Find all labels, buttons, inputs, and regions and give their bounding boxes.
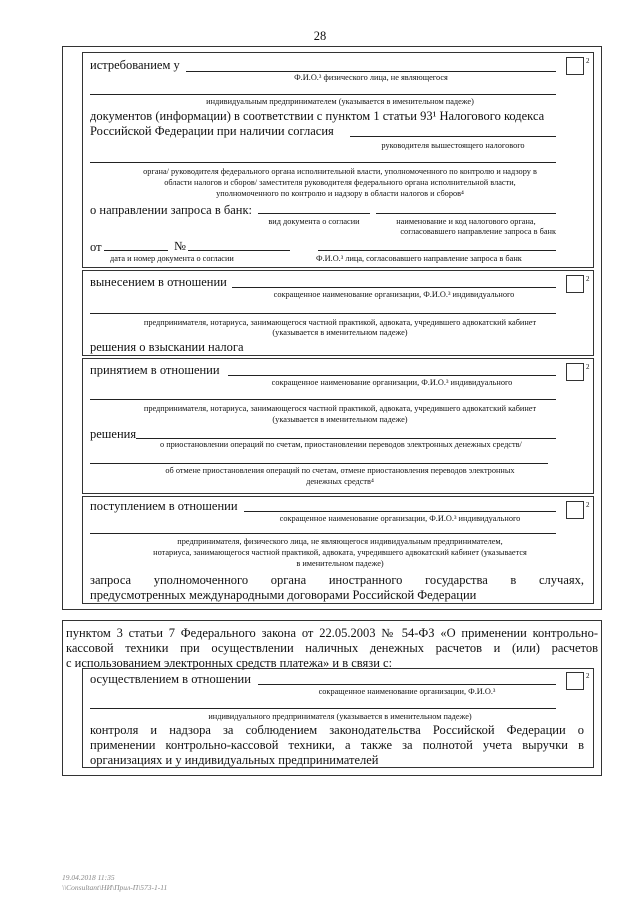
head-line	[350, 136, 556, 137]
bank-request-lead: о направлении запроса в банк:	[90, 203, 253, 217]
org-line	[244, 511, 556, 512]
hint-org-name2: согласовавшего направление запроса в банк	[400, 227, 556, 236]
text-foreign-request-1: запроса уполномоченного органа иностранного государства в случаях,	[90, 573, 584, 587]
checkbox-footnote: 2	[586, 57, 590, 65]
footer-path: \\Consultant\НИ\Прил-П\573-1-11	[62, 883, 168, 892]
from-label: от	[90, 240, 102, 254]
number-line	[188, 250, 290, 251]
checkbox-istrebovaniem[interactable]	[566, 57, 584, 75]
hint-org1: органа/ руководителя федерального органа исполнительной власти, уполномоченного по контролю и надзору в	[143, 167, 537, 176]
text-control-2: применении контрольно-кассовой техники, а также за полнотой учета выручки в	[90, 738, 584, 752]
page-number: 28	[313, 29, 327, 43]
hint-ip: индивидуальным предпринимателем (указывается в именительном падеже)	[206, 97, 474, 106]
hint-notary: нотариуса, занимающегося частной практикой, адвоката, учредившего адвокатский кабинет (указывается	[153, 548, 527, 557]
org-line-2	[90, 708, 556, 709]
org-name-line	[376, 213, 556, 214]
hint-fio-agreed: Ф.И.О.³ лица, согласовавшего направление запроса в банк	[316, 254, 522, 263]
text-control-3: организациях и у индивидуальных предпринимателей	[90, 753, 379, 767]
lead-postupleniem: поступлением в отношении	[90, 499, 238, 513]
decision-line-2	[90, 463, 548, 464]
checkbox-postupleniem[interactable]	[566, 501, 584, 519]
hint-cancel-suspension: об отмене приостановления операций по счетам, отмене приостановления переводов электронных	[165, 466, 515, 475]
hint-money: денежных средств⁴	[306, 477, 374, 486]
hint-case: в именительном падеже)	[296, 559, 384, 568]
checkbox-vyneseniem[interactable]	[566, 275, 584, 293]
hint-case: (указывается в именительном падеже)	[272, 415, 408, 424]
text-control-1: контроля и надзора за соблюдением законодательства Российской Федерации о	[90, 723, 584, 737]
hint-org3: уполномоченного по контролю и надзору в области налогов и сборов⁴	[216, 189, 464, 198]
text-documents-line1: документов (информации) в соответствии с пунктом 1 статьи 93¹ Налогового кодекса	[90, 109, 545, 123]
text-documents-line2: Российской Федерации при наличии согласия	[90, 124, 334, 138]
fio-agreed-line	[318, 250, 556, 251]
number-label: №	[174, 239, 186, 253]
hint-doc-type: вид документа о согласии	[268, 217, 360, 226]
checkbox-footnote: 2	[586, 275, 590, 283]
decision-line	[136, 438, 556, 439]
fio-line	[186, 71, 556, 72]
hint-case: (указывается в именительном падеже)	[272, 328, 408, 337]
hint-date-num: дата и номер документа о согласии	[110, 254, 234, 263]
hint-org-short: сокращенное наименование организации, Ф.И.О.³ индивидуального	[273, 290, 515, 299]
text-law-line3: с использованием электронных средств платежа» и в связи с:	[66, 656, 393, 670]
checkbox-osushchestvleniem[interactable]	[566, 672, 584, 690]
lead-prinyatiem: принятием в отношении	[90, 363, 220, 377]
hint-suspension: о приостановлении операций по счетам, приостановлении переводов электронных денежных средств/	[160, 440, 522, 449]
text-foreign-request-2: предусмотренных международными договорами Российской Федерации	[90, 588, 477, 602]
hint-entrepreneur: предпринимателя, физического лица, не являющегося индивидуальным предпринимателем,	[177, 537, 503, 546]
hint-entrepreneur: предпринимателя, нотариуса, занимающегося частной практикой, адвоката, учредившего адвокатский кабинет	[143, 318, 537, 327]
lead-istrebovaniem: истребованием у	[90, 58, 180, 72]
hint-head: руководителя вышестоящего налогового	[381, 141, 525, 150]
hint-org-short: сокращенное наименование организации, Ф.И.О.³	[318, 687, 496, 696]
hint-org-short: сокращенное наименование организации, Ф.И.О.³ индивидуального	[271, 378, 513, 387]
hint-org2: области налогов и сборов/ заместителя руководителя федерального органа исполнительной власти,	[164, 178, 516, 187]
text-law-line2: кассовой техники при осуществлении наличных денежных расчетов и (или) расчетов	[66, 641, 598, 655]
hint-entrepreneur: предпринимателя, нотариуса, занимающегося частной практикой, адвоката, учредившего адвокатский кабинет	[143, 404, 537, 413]
checkbox-footnote: 2	[586, 501, 590, 509]
checkbox-prinyatiem[interactable]	[566, 363, 584, 381]
fio-line-2	[90, 94, 556, 95]
hint-org-short: сокращенное наименование организации, Ф.И.О.³ индивидуального	[279, 514, 521, 523]
text-decision-tax: решения о взыскании налога	[90, 340, 244, 354]
checkbox-footnote: 2	[586, 363, 590, 371]
hint-fio: Ф.И.О.³ физического лица, не являющегося	[294, 73, 448, 82]
org-line	[228, 375, 556, 376]
checkbox-footnote: 2	[586, 672, 590, 680]
lead-osushchestvleniem: осуществлением в отношении	[90, 672, 251, 686]
doc-type-line	[258, 213, 370, 214]
lead-vyneseniem: вынесением в отношении	[90, 275, 227, 289]
text-law-line1: пунктом 3 статьи 7 Федерального закона от 22.05.2003 № 54-ФЗ «О применении контрольно-	[66, 626, 598, 640]
hint-org-name1: наименование и код налогового органа,	[396, 217, 536, 226]
org-line	[90, 162, 556, 163]
decision-label: решения	[90, 427, 137, 441]
date-line	[104, 250, 168, 251]
org-line	[232, 287, 556, 288]
hint-ip: индивидуального предпринимателя (указывается в именительном падеже)	[208, 712, 472, 721]
org-line-2	[90, 313, 556, 314]
org-line	[258, 684, 556, 685]
org-line-2	[90, 399, 556, 400]
org-line-2	[90, 533, 556, 534]
footer-timestamp: 19.04.2018 11:35	[62, 873, 115, 882]
